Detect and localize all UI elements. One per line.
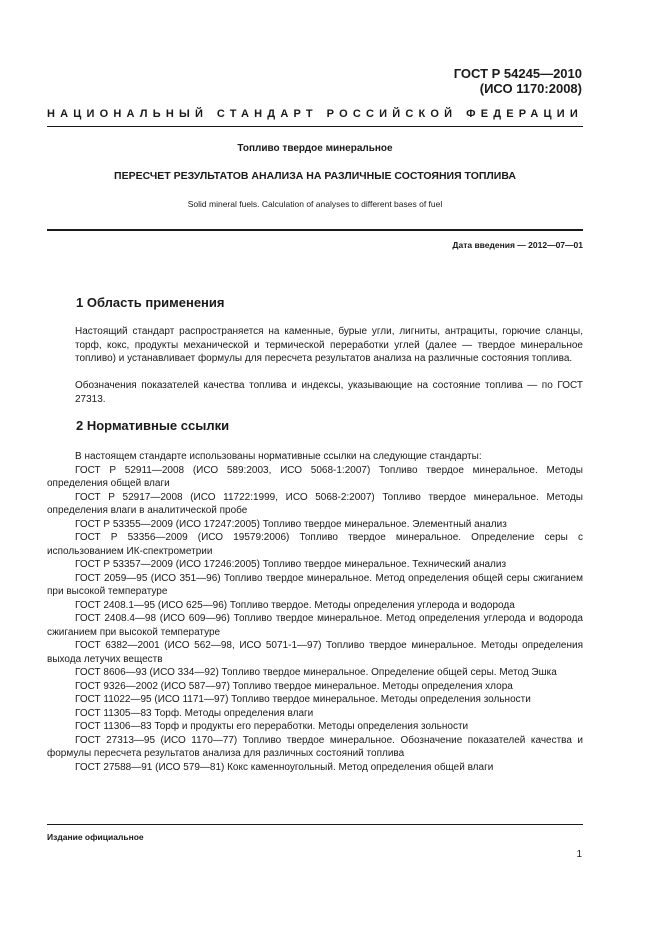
- reference-item: ГОСТ 9326—2002 (ИСО 587—97) Топливо твердое минеральное. Методы определения хлора: [75, 680, 513, 692]
- banner-word: ФЕДЕРАЦИИ: [466, 108, 583, 120]
- reference-item: ГОСТ 8606—93 (ИСО 334—92) Топливо твердое минеральное. Определение общей серы. Метод Эшка: [75, 667, 557, 678]
- paragraph-text: Настоящий стандарт распространяется на каменные, бурые угли, лигниты, антрациты, горючие сланцы, торф, кокс, продукты механической и термической переработки углей (далее — твердое минеральное топливо) и устанавливает формулы для пересчета результатов анализа на различные состояния топлива.: [75, 326, 583, 364]
- iso-code: (ИСО 1170:2008): [479, 81, 582, 96]
- reference-item: ГОСТ 2408.4—98 (ИСО 609—96) Топливо твердое минеральное. Метод определения углерода и водорода сжиганием при высокой температуре: [47, 613, 583, 638]
- reference-item: ГОСТ 11305—83 Торф. Методы определения влаги: [75, 707, 314, 719]
- reference-item: ГОСТ Р 52917—2008 (ИСО 11722:1999, ИСО 5068-2:2007) Топливо твердое минеральное. Методы определения влаги в аналитической пробе: [47, 491, 583, 516]
- document-title: ПЕРЕСЧЕТ РЕЗУЛЬТАТОВ АНАЛИЗА НА РАЗЛИЧНЫЕ СОСТОЯНИЯ ТОПЛИВА: [114, 170, 516, 182]
- reference-item: ГОСТ 6382—2001 (ИСО 562—98, ИСО 5071-1—97) Топливо твердое минеральное. Методы определения выхода летучих веществ: [47, 640, 583, 665]
- reference-item: ГОСТ Р 53357—2009 (ИСО 17246:2005) Топливо твердое минеральное. Технический анализ: [75, 559, 507, 570]
- section-2-title: 2 Нормативные ссылки: [76, 418, 230, 433]
- reference-item: ГОСТ Р 52911—2008 (ИСО 589:2003, ИСО 5068-1:2007) Топливо твердое минеральное. Методы определения общей влаги: [47, 464, 583, 489]
- reference-item: ГОСТ 11306—83 Торф и продукты его переработки. Методы определения зольности: [75, 721, 469, 732]
- section-1-paragraph-2: [47, 379, 583, 406]
- section-1-title: 1 Область применения: [76, 295, 225, 310]
- reference-item: ГОСТ 27313—95 (ИСО 1170—77) Топливо твердое минеральное. Обозначение показателей качества и формулы пересчета результатов анализа для различных состояний топлива: [47, 734, 583, 759]
- normative-references-list: [47, 450, 583, 774]
- national-standard-banner: [47, 108, 583, 120]
- reference-item: ГОСТ 2059—95 (ИСО 351—96) Топливо твердое минеральное. Метод определения общей серы сжиганием при высокой температуре: [47, 572, 583, 597]
- introduction-date: Дата введения — 2012—07—01: [452, 240, 583, 250]
- reference-item: ГОСТ 2408.1—95 (ИСО 625—96) Топливо твердое. Методы определения углерода и водорода: [75, 599, 515, 611]
- divider-top: [47, 126, 583, 127]
- divider-title: [47, 229, 583, 231]
- document-title-english: Solid mineral fuels. Calculation of analyses to different bases of fuel: [187, 199, 443, 209]
- banner-word: СТАНДАРТ: [216, 108, 318, 120]
- page-number: 1: [576, 849, 582, 860]
- document-code-block: [454, 66, 582, 96]
- reference-item: ГОСТ 27588—91 (ИСО 579—81) Кокс каменноугольный. Метод определения общей влаги: [75, 761, 494, 773]
- reference-item: ГОСТ 11022—95 (ИСО 1171—97) Топливо твердое минеральное. Методы определения зольности: [75, 694, 531, 705]
- paragraph-text: Обозначения показателей качества топлива и индексы, указывающие на состояние топлива — по ГОСТ 27313.: [75, 380, 583, 405]
- subject-heading: Топливо твердое минеральное: [237, 143, 393, 154]
- reference-item: ГОСТ Р 53355—2009 (ИСО 17247:2005) Топливо твердое минеральное. Элементный анализ: [75, 518, 507, 530]
- standard-code: ГОСТ Р 54245—2010: [453, 66, 582, 81]
- reference-item: ГОСТ Р 53356—2009 (ИСО 19579:2006) Топливо твердое минеральное. Определение серы с использованием ИК-спектрометрии: [47, 532, 583, 557]
- references-intro: В настоящем стандарте использованы нормативные ссылки на следующие стандарты:: [75, 451, 482, 462]
- official-edition-note: Издание официальное: [47, 832, 144, 842]
- divider-bottom: [47, 824, 583, 825]
- banner-word: НАЦИОНАЛЬНЫЙ: [47, 108, 209, 120]
- section-1-paragraph-1: [47, 325, 583, 366]
- banner-word: РОССИЙСКОЙ: [326, 108, 458, 120]
